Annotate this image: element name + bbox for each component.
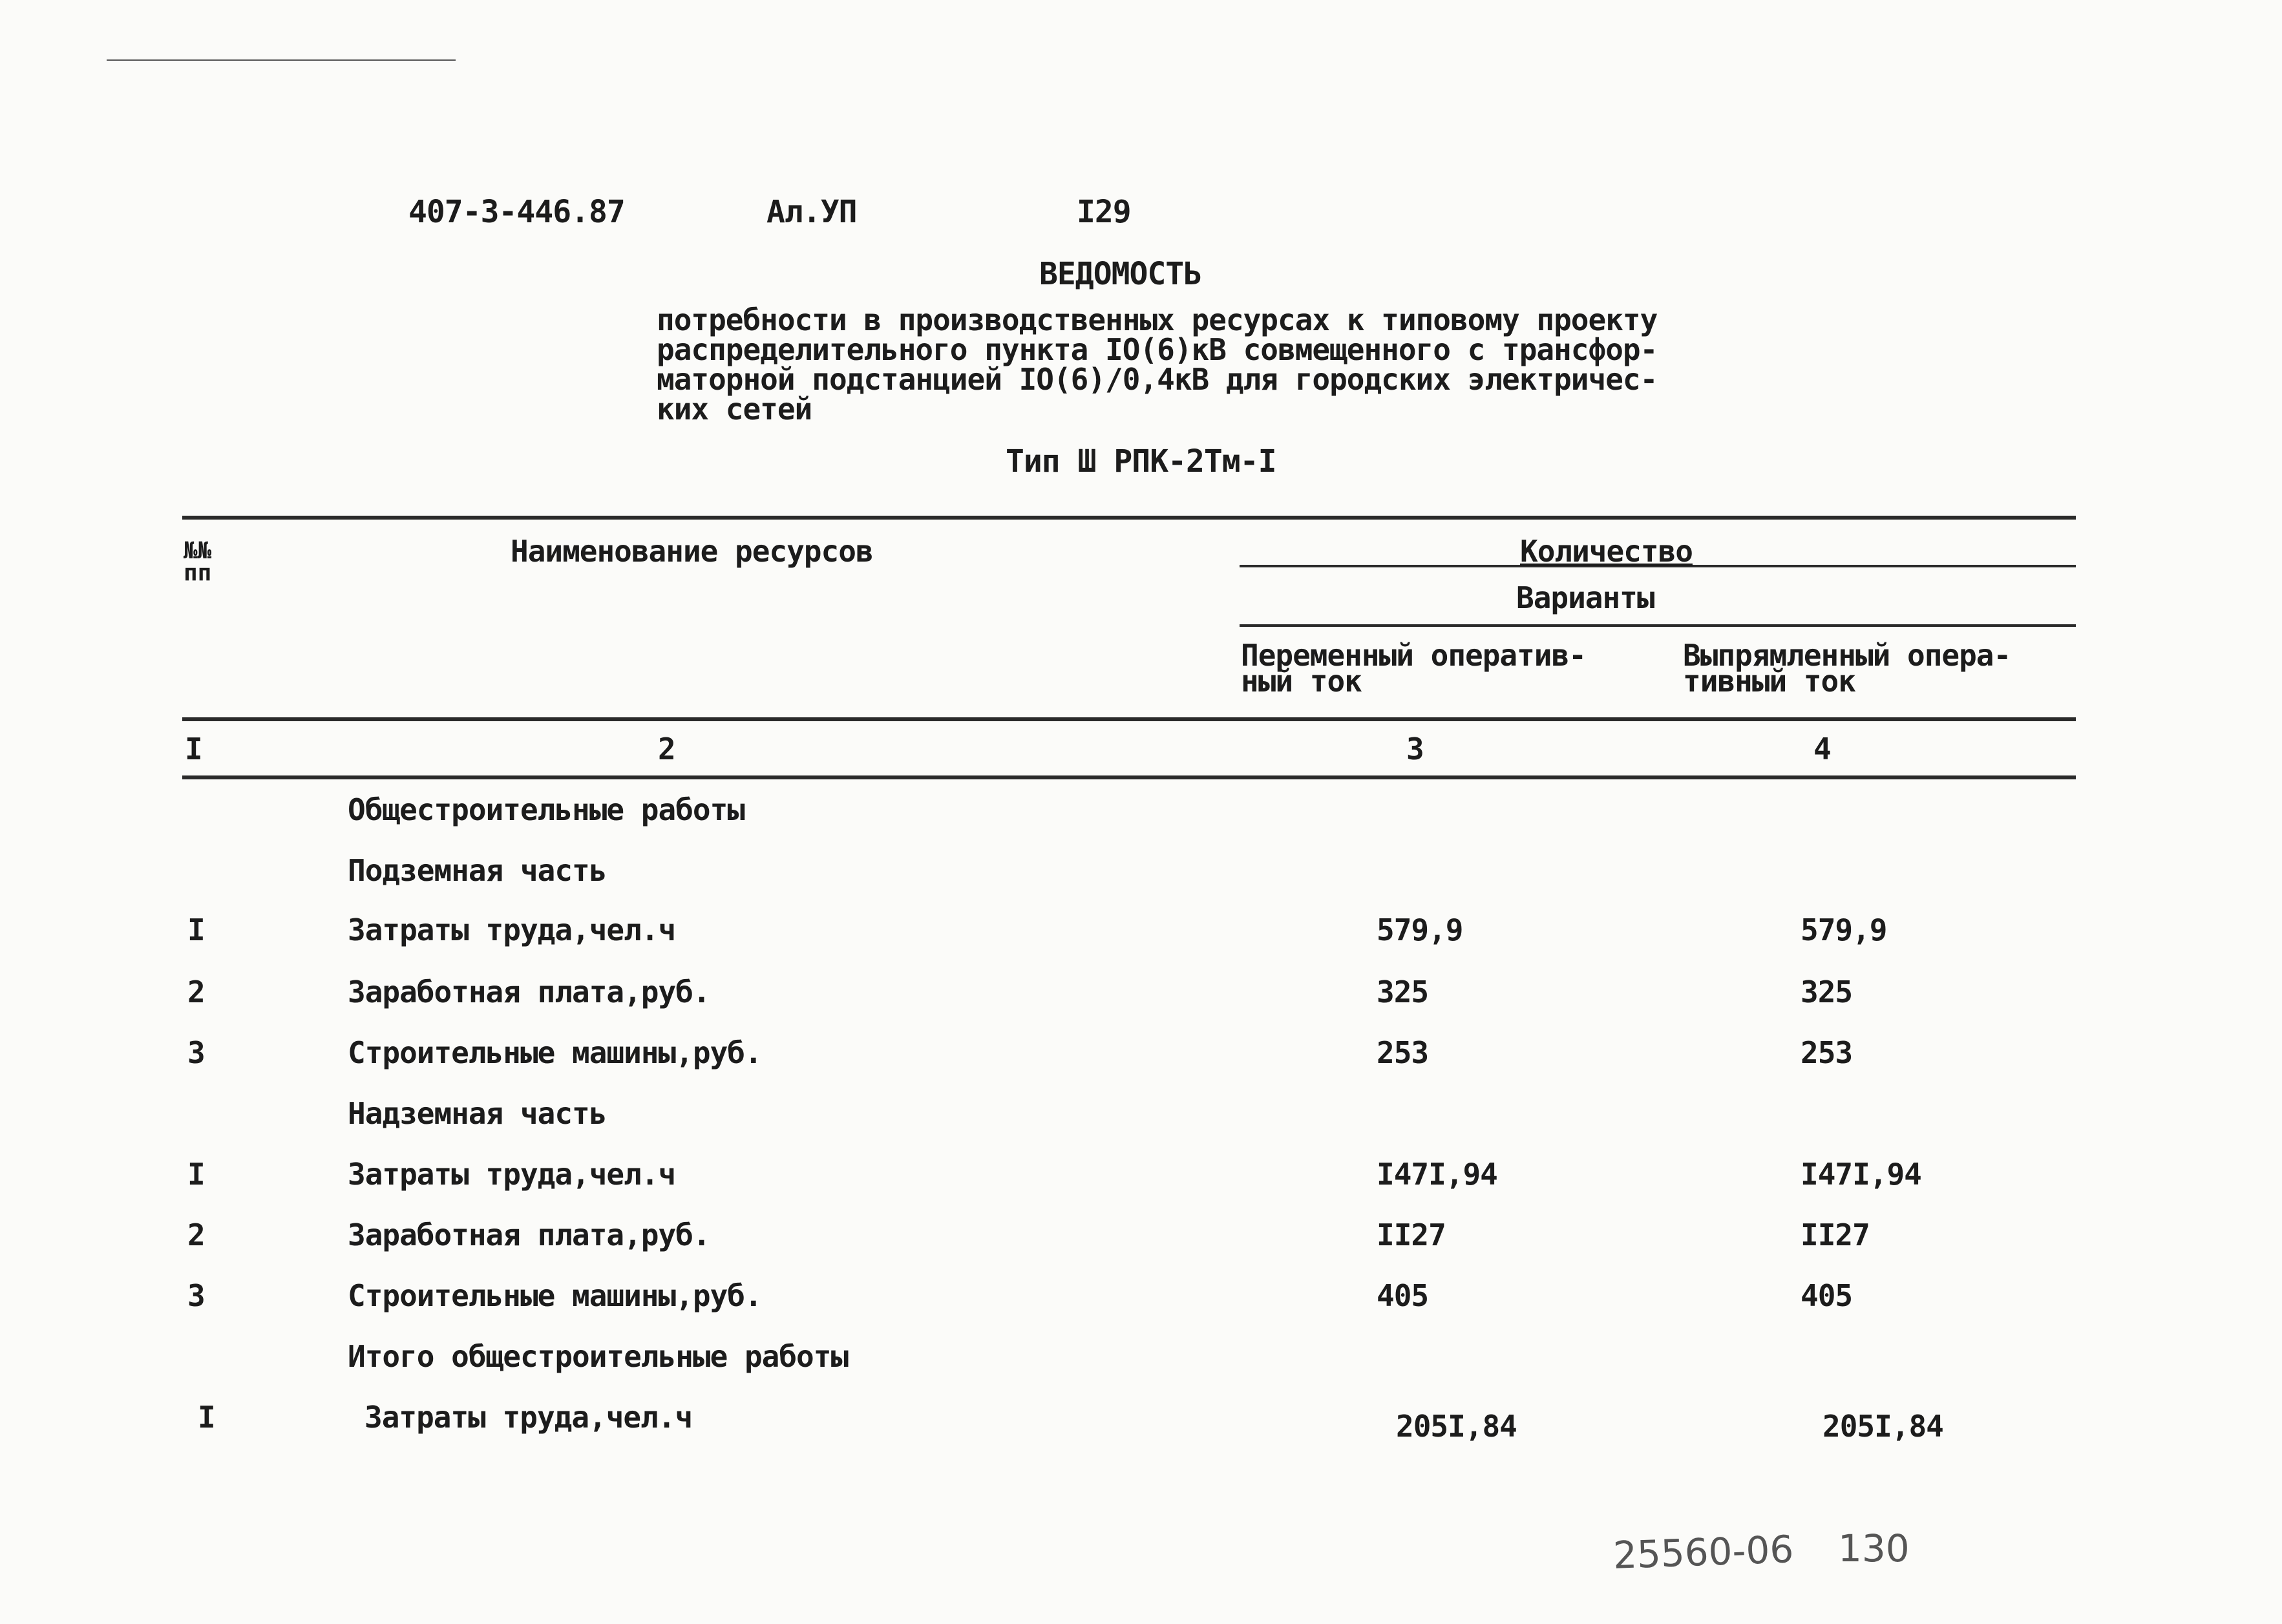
handwritten-archive-code: 25560-06	[1612, 1527, 1795, 1577]
subtitle-line-2: распределительного пункта IO(6)кВ совмещенного с трансфор-	[657, 332, 1658, 367]
col-header-variant-1	[1241, 638, 1586, 699]
row-value-variant-1: 579,9	[1377, 912, 1463, 947]
col-header-variant-2	[1683, 638, 2011, 699]
row-name: Общестроительные работы	[348, 792, 745, 827]
row-number: I	[187, 1157, 205, 1192]
row-value-variant-1: II27	[1377, 1218, 1446, 1252]
row-number: I	[198, 1400, 215, 1435]
row-value-variant-1: 325	[1377, 975, 1429, 1009]
subtitle-line-3: маторной подстанцией IO(6)/0,4кВ для городских электричес-	[657, 362, 1658, 397]
row-name: Надземная часть	[348, 1096, 607, 1131]
variant-2-line-1: Выпрямленный опера-	[1683, 638, 2011, 673]
row-name: Строительные машины,руб.	[348, 1035, 762, 1070]
col-number-2: 2	[658, 732, 675, 766]
variant-2-line-2: тивный ток	[1683, 664, 1855, 699]
subtitle-line-1: потребности в производственных ресурсах к типовому проекту	[657, 302, 1658, 337]
col-header-quantity: Количество	[1520, 534, 1693, 569]
top-margin-line	[107, 59, 456, 61]
row-name: Затраты труда,чел.ч	[348, 912, 676, 947]
col-header-name: Наименование ресурсов	[511, 534, 873, 569]
row-number: 3	[187, 1278, 205, 1313]
subtitle-line-4: ких сетей	[657, 392, 812, 427]
table-top-rule	[182, 516, 2076, 520]
title-subtitle	[657, 302, 1658, 427]
row-value-variant-2: II27	[1801, 1218, 1870, 1252]
col-number-3: 3	[1406, 732, 1424, 766]
row-name: Итого общестроительные работы	[348, 1339, 849, 1374]
col-header-variants: Варианты	[1516, 580, 1654, 615]
row-value-variant-1: 253	[1377, 1035, 1429, 1070]
row-name: Заработная плата,руб.	[348, 1218, 710, 1252]
col-number-1: I	[185, 732, 202, 766]
row-value-variant-1: 405	[1377, 1278, 1429, 1313]
type-label: Тип Ш РПК-2Тм-I	[1006, 443, 1276, 480]
row-number: 2	[187, 1218, 205, 1252]
row-name: Подземная часть	[348, 853, 607, 888]
col-header-no	[184, 540, 211, 584]
row-number: I	[187, 912, 205, 947]
variant-1-line-2: ный ток	[1241, 664, 1362, 699]
row-name: Затраты труда,чел.ч	[364, 1400, 693, 1435]
row-value-variant-2: 205I,84	[1822, 1409, 1943, 1444]
document-code: 407-3-446.87	[408, 194, 625, 230]
col-header-no-line-1: №№	[184, 538, 212, 564]
variant-1-line-1: Переменный оператив-	[1241, 638, 1586, 673]
page-number: I29	[1077, 194, 1131, 230]
row-value-variant-2: 579,9	[1801, 912, 1887, 947]
variants-underline	[1240, 624, 2076, 627]
handwritten-page-number: 130	[1838, 1526, 1910, 1570]
row-name: Строительные машины,руб.	[348, 1278, 762, 1313]
column-numbers-rule	[182, 775, 2076, 779]
row-number: 2	[187, 975, 205, 1009]
row-name: Затраты труда,чел.ч	[348, 1157, 676, 1192]
header-bottom-rule	[182, 717, 2076, 721]
row-value-variant-2: 325	[1801, 975, 1853, 1009]
row-value-variant-1: 205I,84	[1396, 1409, 1517, 1444]
row-name: Заработная плата,руб.	[348, 975, 710, 1009]
row-value-variant-2: 405	[1801, 1278, 1853, 1313]
col-number-4: 4	[1813, 732, 1831, 766]
row-value-variant-2: I47I,94	[1801, 1157, 1921, 1192]
row-value-variant-2: 253	[1801, 1035, 1853, 1070]
col-header-no-line-2: пп	[184, 560, 212, 586]
row-number: 3	[187, 1035, 205, 1070]
album-label: Ал.УП	[766, 194, 857, 230]
document-title: ВЕДОМОСТЬ	[1039, 256, 1202, 292]
row-value-variant-1: I47I,94	[1377, 1157, 1497, 1192]
